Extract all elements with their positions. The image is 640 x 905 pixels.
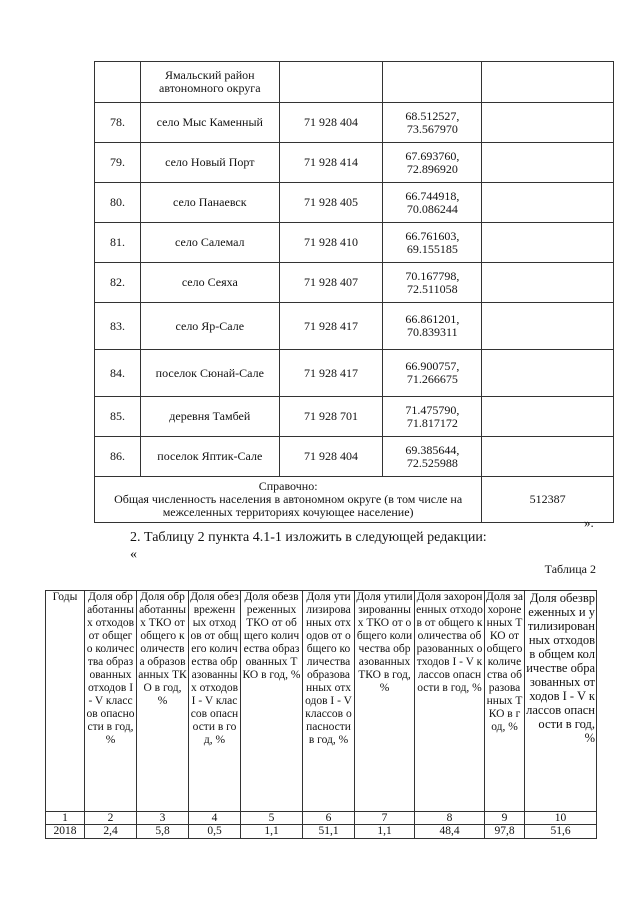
column-number: 6 [303, 812, 355, 825]
amendment-paragraph: 2. Таблицу 2 пункта 4.1-1 изложить в следующей редакции: [130, 530, 487, 545]
column-header: Доля обезвреженных ТКО от общего количества образованных ТКО в год, % [241, 591, 303, 812]
column-number: 10 [525, 812, 597, 825]
row-number: 78. [95, 103, 141, 143]
column-header: Доля утилизированных отходов от общего количества образованных отходов I - V классов опасности в год, % [303, 591, 355, 812]
table-row [95, 263, 614, 303]
oktmo-code: 71 928 410 [279, 223, 383, 263]
latitude: 66.744918, [405, 188, 460, 203]
longitude: 71.266675 [406, 372, 458, 386]
column-header: Доля обезвреженных и утилизированных отходов в общем количестве образованных отходов I - V классов опасности в год, % [525, 591, 597, 812]
note-row [95, 477, 614, 523]
column-number: 8 [415, 812, 485, 825]
column-header: Доля обработанных отходов от общего количества образованных отходов I - V классов опасности в год, % [85, 591, 137, 812]
column-header: Доля обезвреженных отходов от общего количества образованных отходов I - V классов опасности в год, % [189, 591, 241, 812]
region-header: Ямальский район автономного округа [140, 62, 279, 103]
oktmo-code: 71 928 414 [279, 143, 383, 183]
column-number: 9 [485, 812, 525, 825]
coordinates [383, 103, 482, 143]
latitude: 66.861201, [405, 312, 460, 326]
coordinates [383, 350, 482, 397]
data-cell: 1,1 [241, 825, 303, 839]
longitude: 73.567970 [406, 121, 458, 136]
coordinates [383, 183, 482, 223]
row-number: 86. [95, 437, 141, 477]
longitude: 71.817172 [406, 415, 458, 430]
table-row [95, 350, 614, 397]
note-value: 512387 [482, 477, 614, 523]
settlement-name: село Яр-Сале [140, 303, 279, 350]
column-header: Доля утилизированных ТКО от общего количества образованных ТКО в год, % [355, 591, 415, 812]
table-row [95, 437, 614, 477]
latitude: 66.900757, [405, 359, 460, 373]
longitude: 69.155185 [406, 241, 458, 256]
latitude: 66.761603, [405, 228, 460, 243]
table-row [95, 397, 614, 437]
coordinates [383, 303, 482, 350]
longitude: 72.511058 [407, 281, 458, 296]
settlement-name: село Панаевск [140, 183, 279, 223]
row-number: 80. [95, 183, 141, 223]
data-cell: 51,6 [525, 825, 597, 839]
row-number: 84. [95, 350, 141, 397]
longitude: 70.839311 [407, 325, 458, 339]
coordinates [383, 263, 482, 303]
column-number: 1 [46, 812, 85, 825]
longitude: 72.896920 [406, 161, 458, 176]
row-number: 82. [95, 263, 141, 303]
latitude: 68.512527, [405, 108, 460, 123]
column-number-row [46, 812, 597, 825]
table-row [95, 103, 614, 143]
data-cell: 97,8 [485, 825, 525, 839]
settlement-name: село Новый Порт [140, 143, 279, 183]
latitude: 70.167798, [405, 268, 460, 283]
settlement-name: село Салемал [140, 223, 279, 263]
coordinates [383, 397, 482, 437]
table-caption: Таблица 2 [544, 562, 596, 576]
column-number: 3 [137, 812, 189, 825]
settlement-name: село Сеяха [140, 263, 279, 303]
settlements-table [94, 61, 614, 523]
row-number: 85. [95, 397, 141, 437]
oktmo-code: 71 928 405 [279, 183, 383, 223]
coordinates [383, 223, 482, 263]
latitude: 71.475790, [405, 402, 460, 417]
longitude: 72.525988 [406, 455, 458, 470]
data-cell: 2,4 [85, 825, 137, 839]
note-text: Общая численность населения в автономном округе (в том числе на межселенных территориях кочующее население) [114, 492, 463, 519]
data-cell: 1,1 [355, 825, 415, 839]
settlement-name: деревня Тамбей [140, 397, 279, 437]
closing-quote: ». [584, 515, 594, 530]
column-header: Доля захороненных ТКО от общего количества образованных ТКО в год, % [485, 591, 525, 812]
column-header: Доля обработанных ТКО от общего количества образованных ТКО в год, % [137, 591, 189, 812]
table-row [95, 143, 614, 183]
waste-shares-table [45, 590, 597, 839]
row-number: 83. [95, 303, 141, 350]
coordinates [383, 437, 482, 477]
oktmo-code: 71 928 417 [279, 303, 383, 350]
data-cell: 2018 [46, 825, 85, 839]
oktmo-code: 71 928 407 [279, 263, 383, 303]
oktmo-code: 71 928 701 [279, 397, 383, 437]
table-row [95, 223, 614, 263]
note-cell [95, 477, 482, 523]
table-row [46, 825, 597, 839]
column-header: Годы [46, 591, 85, 812]
settlement-name: поселок Сюнай-Сале [140, 350, 279, 397]
oktmo-code: 71 928 404 [279, 103, 383, 143]
latitude: 67.693760, [405, 148, 460, 163]
data-cell: 5,8 [137, 825, 189, 839]
coordinates [383, 143, 482, 183]
column-number: 4 [189, 812, 241, 825]
header-row [46, 591, 597, 812]
latitude: 69.385644, [405, 442, 460, 457]
table-row [95, 303, 614, 350]
settlement-name: село Мыс Каменный [140, 103, 279, 143]
column-header: Доля захороненных отходов от общего количества образованных отходов I - V классов опасности в год, % [415, 591, 485, 812]
column-number: 5 [241, 812, 303, 825]
data-cell: 0,5 [189, 825, 241, 839]
row-number: 79. [95, 143, 141, 183]
column-number: 2 [85, 812, 137, 825]
column-number: 7 [355, 812, 415, 825]
settlement-name: поселок Яптик-Сале [140, 437, 279, 477]
longitude: 70.086244 [406, 201, 458, 216]
oktmo-code: 71 928 417 [279, 350, 383, 397]
row-number: 81. [95, 223, 141, 263]
opening-quote: « [130, 547, 137, 562]
table-row [95, 62, 614, 103]
table-row [95, 183, 614, 223]
oktmo-code: 71 928 404 [279, 437, 383, 477]
data-cell: 51,1 [303, 825, 355, 839]
data-cell: 48,4 [415, 825, 485, 839]
note-title: Справочно: [258, 479, 318, 493]
